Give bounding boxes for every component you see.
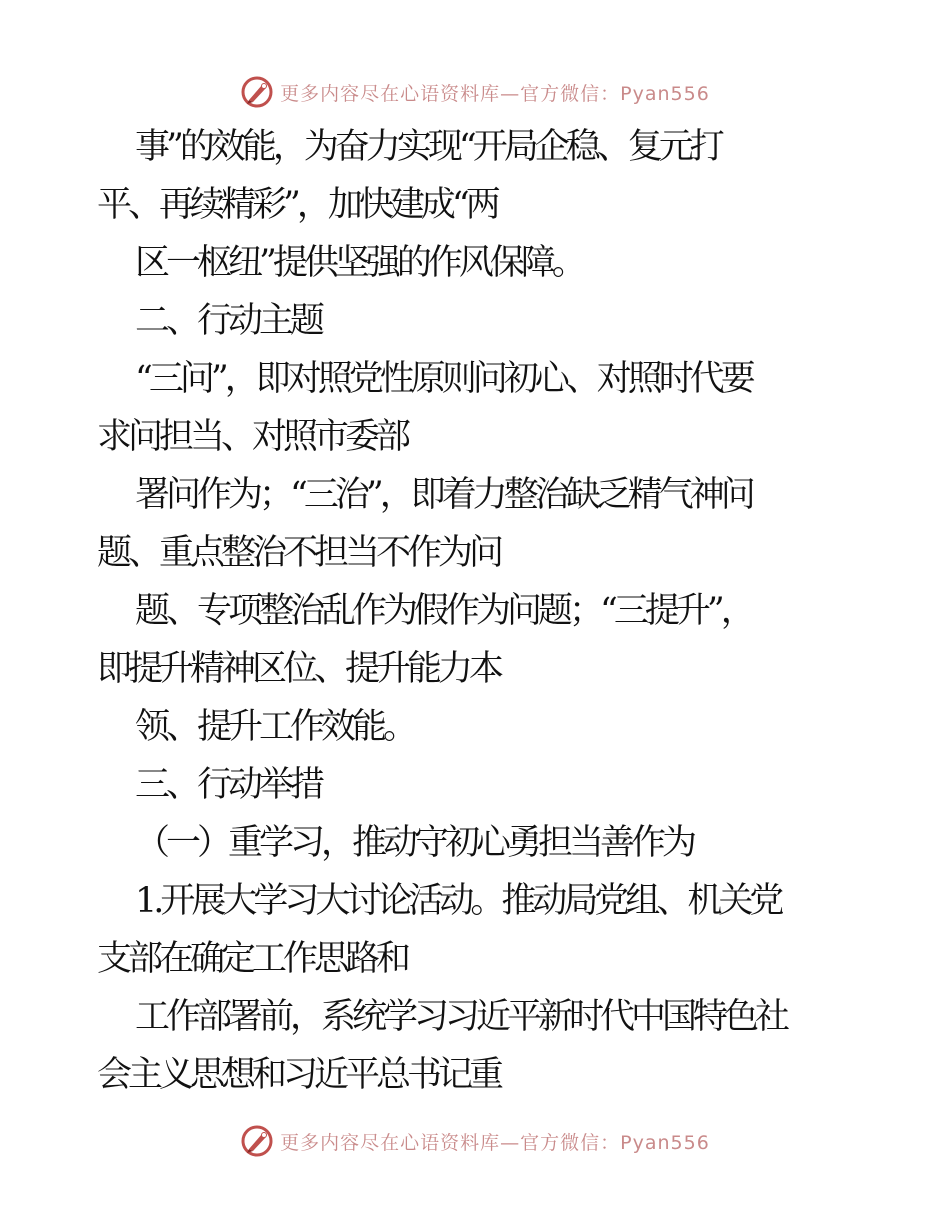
paragraph-line: 会主义思想和习近平总书记重 [97,1055,501,1095]
pen-logo-icon [240,75,274,109]
paragraph-line: 即提升精神区位、提升能力本 [97,649,501,689]
watermark-text: 更多内容尽在心语资料库—官方微信：Pyan556 [280,1131,710,1154]
paragraph-line: 支部在确定工作思路和 [97,939,408,979]
paragraph-line: 事”的效能，为奋力实现“开局企稳、复元打 [135,127,721,167]
paragraph-line: 署问作为；“三治”，即着力整治缺乏精气神问 [135,475,752,515]
paragraph-line: 平、再续精彩”，加快建成“两 [97,185,497,225]
paragraph-line: 题、重点整治不担当不作为问 [97,533,501,573]
paragraph-line: 题、专项整治乱作为假作为问题；“三提升”， [135,591,752,631]
paragraph-line: 1.开展大学习大讨论活动。推动局党组、机关党 [135,881,781,921]
paragraph-line: 领、提升工作效能。 [135,707,415,747]
section-heading: 三、行动举措 [135,765,322,805]
watermark-footer [0,1121,950,1161]
paragraph-line: “三问”，即对照党性原则问初心、对照时代要 [135,359,752,399]
paragraph-line: 区一枢纽”提供坚强的作风保障。 [135,243,583,283]
watermark-text: 更多内容尽在心语资料库—官方微信：Pyan556 [280,82,710,105]
section-heading: 二、行动主题 [135,301,322,341]
pen-logo-icon [240,1124,274,1158]
paragraph-line: 求问担当、对照市委部 [97,417,408,457]
watermark-header [0,72,950,112]
subsection-heading: （一）重学习，推动守初心勇担当善作为 [135,823,694,863]
paragraph-line: 工作部署前，系统学习习近平新时代中国特色社 [135,997,787,1037]
